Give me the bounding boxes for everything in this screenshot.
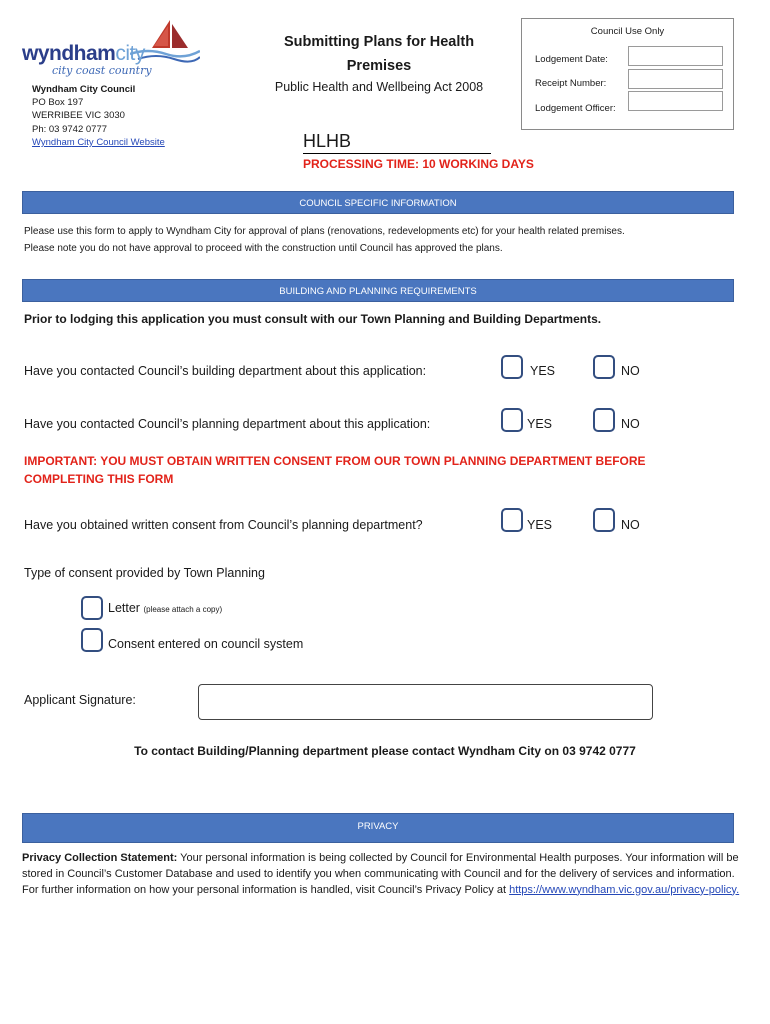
lodgement-date-label: Lodgement Date: [535,54,608,65]
council-use-title: Council Use Only [590,26,665,37]
lodgement-date-field[interactable] [628,46,723,66]
logo-tagline: city coast country [52,64,152,77]
page-title: Submitting Plans for Health Premises [283,34,475,74]
council-address [32,83,165,149]
contact-line: To contact Building/Planning department please contact Wyndham City on 03 9742 0777 [134,744,636,758]
processing-time: PROCESSING TIME: 10 WORKING DAYS [303,157,534,171]
letter-note: (please attach a copy) [143,605,223,614]
phone: Ph: 03 9742 0777 [32,123,108,135]
council-name: Wyndham City Council [32,84,136,95]
building-yes-checkbox[interactable] [501,355,523,379]
hlhb-reference-field[interactable]: HLHB [303,129,491,154]
section-bar-building-planning: BUILDING AND PLANNING REQUIREMENTS [22,279,734,302]
receipt-number-field[interactable] [628,69,723,89]
signature-field[interactable] [198,684,653,720]
planning-yes-checkbox[interactable] [501,408,523,432]
privacy-statement-text: Your personal information is being collected by Council for Environmental Health purposes. Your information will be stored in Council’s Customer Database and used to identify you when communicating with Council and for the delivery of services and information. For further information on how your personal information is handled, visit Council’s Privacy Policy at [22,852,739,896]
letter-label: Letter [108,601,140,615]
consent-yes-checkbox[interactable] [501,508,523,532]
council-website-link[interactable]: Wyndham City Council Website [32,136,165,148]
consent-no-label: NO [621,518,640,532]
question-building-dept: Have you contacted Council’s building department about this application: [24,364,427,378]
lodgement-officer-label: Lodgement Officer: [535,103,616,114]
lodgement-officer-field[interactable] [628,91,723,111]
privacy-statement-label: Privacy Collection Statement: [22,852,178,864]
building-no-checkbox[interactable] [593,355,615,379]
privacy-statement [22,851,742,898]
po-box: PO Box 197 [32,97,84,109]
consent-yes-label: YES [527,518,553,532]
privacy-policy-link[interactable]: https://www.wyndham.vic.gov.au/privacy-policy. [509,883,740,896]
receipt-number-label: Receipt Number: [535,78,607,89]
section-bar-council-info: COUNCIL SPECIFIC INFORMATION [22,191,734,214]
letter-option [108,601,222,615]
council-system-checkbox[interactable] [81,628,103,652]
letter-checkbox[interactable] [81,596,103,620]
planning-no-label: NO [621,417,640,431]
building-yes-label: YES [530,364,556,378]
consent-no-checkbox[interactable] [593,508,615,532]
council-use-box [521,18,734,130]
planning-no-checkbox[interactable] [593,408,615,432]
page-subtitle: Public Health and Wellbeing Act 2008 [274,80,484,94]
intro-paragraph: Please use this form to apply to Wyndham City for approval of plans (renovations, redevelopments etc) for your health related premises. Please note you do not have approval to proceed with the construction until Council has approved the plans. [24,226,625,254]
wyndham-city-logo [22,18,200,78]
building-no-label: NO [621,364,640,378]
important-warning: IMPORTANT: YOU MUST OBTAIN WRITTEN CONSENT FROM OUR TOWN PLANNING DEPARTMENT BEFORE COMPLETING THIS FORM [24,454,646,486]
suburb: WERRIBEE VIC 3030 [32,110,125,122]
consent-type-label: Type of consent provided by Town Planning [24,566,265,580]
question-planning-dept: Have you contacted Council’s planning department about this application: [24,417,431,431]
question-written-consent: Have you obtained written consent from Council’s planning department? [24,518,423,532]
section-bar-privacy: PRIVACY [22,813,734,843]
planning-yes-label: YES [527,417,553,431]
signature-label: Applicant Signature: [24,693,136,707]
council-system-label: Consent entered on council system [108,637,304,651]
logo-wordmark: wyndhamcity [22,42,145,65]
consult-heading: Prior to lodging this application you must consult with our Town Planning and Building Departments. [24,312,602,326]
